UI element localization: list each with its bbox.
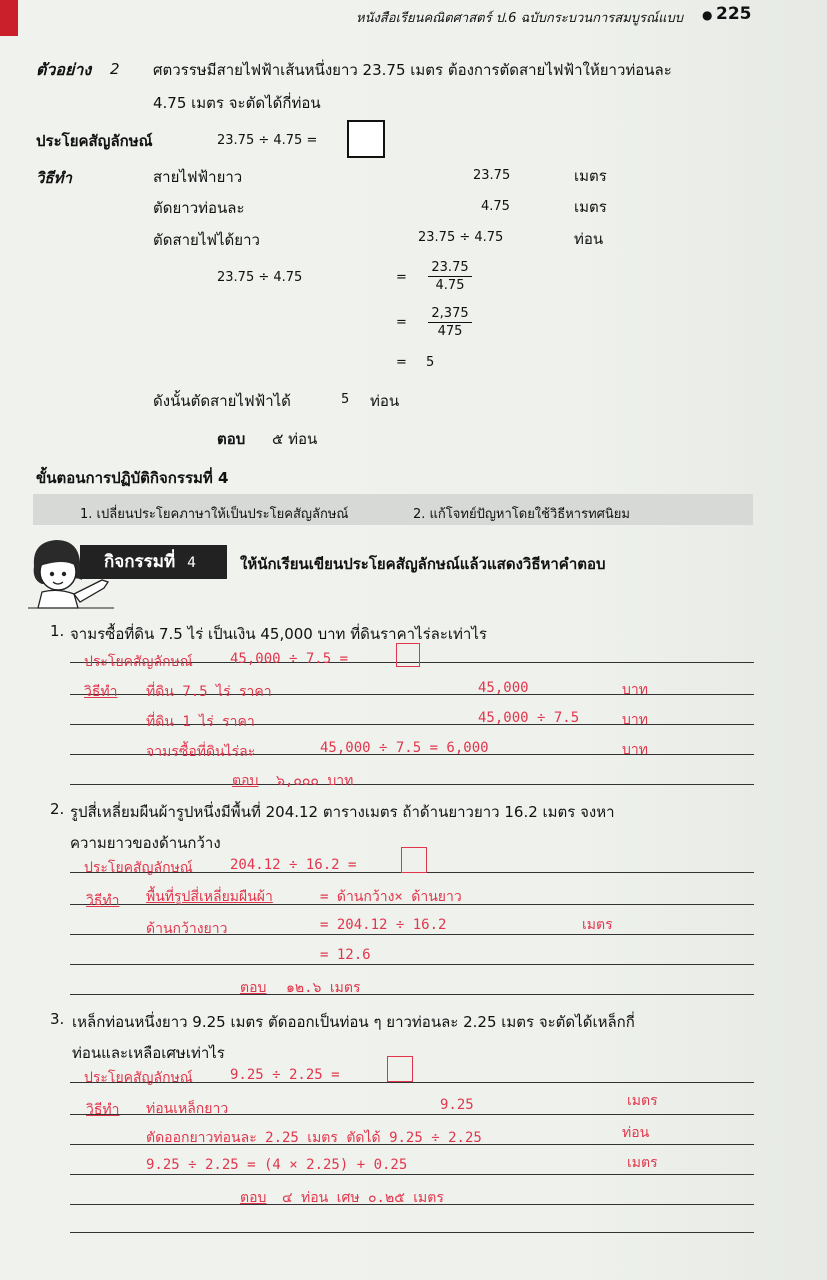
q2-answer-box bbox=[401, 847, 427, 873]
q1-answer-box bbox=[396, 643, 420, 667]
example-sentence-label: ประโยคสัญลักษณ์ bbox=[36, 132, 153, 150]
q2-line1-value: = ด้านกว้าง× ด้านยาว bbox=[320, 889, 462, 905]
activity-instruction: ให้นักเรียนเขียนประโยคสัญลักษณ์แล้วแสดงวิธีหาคำตอบ bbox=[240, 555, 606, 573]
q3-number: 3. bbox=[50, 1010, 65, 1028]
q2-line2-unit: เมตร bbox=[582, 917, 613, 933]
q1-line1-value: 45,000 bbox=[478, 680, 529, 696]
q2-answer-label: ตอบ bbox=[240, 980, 267, 996]
q1-line2-label: ที่ดิน 1 ไร่ ราคา bbox=[146, 714, 255, 730]
writing-line bbox=[70, 1232, 754, 1233]
fraction-1-denominator: 4.75 bbox=[435, 278, 465, 293]
q3-line2-unit: ท่อน bbox=[622, 1125, 650, 1141]
q1-sentence: 45,000 ÷ 7.5 = bbox=[230, 651, 349, 667]
example-row-unit: เมตร bbox=[574, 198, 607, 216]
example-label: ตัวอย่าง bbox=[36, 60, 92, 79]
q2-line2-label: ด้านกว้างยาว bbox=[146, 921, 228, 937]
bullet-icon: ● bbox=[702, 8, 713, 22]
example-row-value: 23.75 ÷ 4.75 bbox=[418, 230, 504, 245]
example-row-unit: เมตร bbox=[574, 167, 607, 185]
q3-line3-label: 9.25 ÷ 2.25 = (4 × 2.25) + 0.25 bbox=[146, 1157, 408, 1173]
q2-line3-value: = 12.6 bbox=[320, 947, 371, 963]
q3-method-label: วิธีทำ bbox=[86, 1102, 120, 1118]
q1-line2-value: 45,000 ÷ 7.5 bbox=[478, 710, 580, 726]
q1-line1-unit: บาท bbox=[622, 682, 648, 698]
q2-sentence-label: ประโยคสัญลักษณ์ bbox=[84, 860, 193, 876]
example-row-label: ตัดสายไฟได้ยาว bbox=[153, 231, 260, 249]
activity-badge-label: กิจกรรมที่ bbox=[104, 552, 176, 572]
q1-answer-value: ๖,๐๐๐ บาท bbox=[276, 773, 354, 789]
example-problem-line2: 4.75 เมตร จะตัดได้กี่ท่อน bbox=[153, 94, 321, 112]
q2-sentence: 204.12 ÷ 16.2 = bbox=[230, 857, 357, 873]
example-problem-line1: ศตวรรษมีสายไฟฟ้าเส้นหนึ่งยาว 23.75 เมตร ต้องการตัดสายไฟฟ้าให้ยาวท่อนละ bbox=[153, 61, 672, 79]
conclusion-unit: ท่อน bbox=[370, 392, 400, 410]
page-number: 225 bbox=[716, 4, 752, 24]
q2-text-line2: ความยาวของด้านกว้าง bbox=[70, 834, 221, 852]
calc-lhs: 23.75 ÷ 4.75 bbox=[217, 270, 303, 285]
q1-method-label: วิธีทำ bbox=[84, 684, 118, 700]
q1-number: 1. bbox=[50, 622, 65, 640]
q1-line3-label: จามรซื้อที่ดินไร่ละ bbox=[146, 744, 256, 760]
example-row-label: สายไฟฟ้ายาว bbox=[153, 168, 243, 186]
q1-line3-value: 45,000 ÷ 7.5 = 6,000 bbox=[320, 740, 489, 756]
equals-sign: = bbox=[396, 315, 407, 330]
writing-line bbox=[70, 784, 754, 785]
q2-text-line1: รูปสี่เหลี่ยมผืนผ้ารูปหนึ่งมีพื้นที่ 204.12 ตารางเมตร ถ้าด้านยาวยาว 16.2 เมตร จงหา bbox=[70, 803, 615, 821]
q1-line1-label: ที่ดิน 7.5 ไร่ ราคา bbox=[146, 684, 272, 700]
example-row-label: ตัดยาวท่อนละ bbox=[153, 199, 245, 217]
example-row-value: 4.75 bbox=[481, 199, 510, 214]
q3-text-line2: ท่อนและเหลือเศษเท่าไร bbox=[72, 1044, 225, 1062]
fraction-2-denominator: 475 bbox=[437, 324, 463, 339]
step-1: 1. เปลี่ยนประโยคภาษาให้เป็นประโยคสัญลักษณ์ bbox=[80, 507, 349, 522]
activity-badge-number: 4 bbox=[187, 555, 197, 571]
q3-sentence: 9.25 ÷ 2.25 = bbox=[230, 1067, 340, 1083]
q3-line1-label: ท่อนเหล็กยาว bbox=[146, 1101, 229, 1117]
q2-answer-value: ๑๒.๖ เมตร bbox=[286, 980, 361, 996]
q1-line3-unit: บาท bbox=[622, 742, 648, 758]
q3-answer-label: ตอบ bbox=[240, 1190, 267, 1206]
step-2: 2. แก้โจทย์ปัญหาโดยใช้วิธีหารทศนิยม bbox=[413, 507, 630, 522]
example-number: 2 bbox=[110, 60, 120, 78]
q3-text-line1: เหล็กท่อนหนึ่งยาว 9.25 เมตร ตัดออกเป็นท่อน ๆ ยาวท่อนละ 2.25 เมตร จะตัดได้เหล็กกี่ bbox=[72, 1013, 635, 1031]
conclusion-text: ดังนั้นตัดสายไฟฟ้าได้ bbox=[153, 392, 291, 410]
q3-line1-value: 9.25 bbox=[440, 1097, 474, 1113]
fraction-1-numerator: 23.75 bbox=[428, 260, 472, 277]
writing-line bbox=[70, 1174, 754, 1175]
answer-box bbox=[347, 120, 385, 158]
writing-line bbox=[70, 964, 754, 965]
example-row-unit: ท่อน bbox=[574, 230, 604, 248]
q2-line2-value: = 204.12 ÷ 16.2 bbox=[320, 917, 447, 933]
book-title: หนังสือเรียนคณิตศาสตร์ ป.6 ฉบับกระบวนการสมบูรณ์แบบ bbox=[356, 11, 683, 26]
fraction-2 bbox=[428, 306, 472, 339]
q2-method-label: วิธีทำ bbox=[86, 893, 120, 909]
q1-answer-label: ตอบ bbox=[232, 773, 259, 789]
q3-sentence-label: ประโยคสัญลักษณ์ bbox=[84, 1070, 193, 1086]
equals-sign: = bbox=[396, 355, 407, 370]
q3-answer-value: ๔ ท่อน เศษ ๐.๒๕ เมตร bbox=[282, 1190, 444, 1206]
q3-line1-unit: เมตร bbox=[627, 1093, 658, 1109]
example-row-value: 23.75 bbox=[473, 168, 511, 183]
q1-line2-unit: บาท bbox=[622, 712, 648, 728]
q1-sentence-label: ประโยคสัญลักษณ์ bbox=[84, 654, 193, 670]
calc-result: 5 bbox=[426, 355, 435, 370]
example-sentence: 23.75 ÷ 4.75 = bbox=[217, 133, 318, 148]
q1-text: จามรซื้อที่ดิน 7.5 ไร่ เป็นเงิน 45,000 บาท ที่ดินราคาไร่ละเท่าไร bbox=[70, 625, 487, 643]
fraction-1 bbox=[428, 260, 472, 293]
equals-sign: = bbox=[396, 270, 407, 285]
answer-label: ตอบ bbox=[217, 430, 246, 448]
q3-answer-box bbox=[387, 1056, 413, 1082]
answer-value: ๕ ท่อน bbox=[272, 430, 318, 448]
fraction-2-numerator: 2,375 bbox=[428, 306, 472, 323]
activity-badge bbox=[80, 545, 227, 579]
q3-line3-unit: เมตร bbox=[627, 1155, 658, 1171]
q2-line1-label: พื้นที่รูปสี่เหลี่ยมผืนผ้า bbox=[146, 889, 273, 905]
q2-number: 2. bbox=[50, 800, 65, 818]
q3-line2-label: ตัดออกยาวท่อนละ 2.25 เมตร ตัดได้ 9.25 ÷ 2.25 bbox=[146, 1130, 482, 1146]
page-edge-tab bbox=[0, 0, 18, 36]
example-method-label: วิธีทำ bbox=[36, 169, 72, 187]
steps-title: ขั้นตอนการปฏิบัติกิจกรรมที่ 4 bbox=[36, 469, 229, 487]
conclusion-value: 5 bbox=[341, 392, 350, 407]
writing-line bbox=[70, 994, 754, 995]
